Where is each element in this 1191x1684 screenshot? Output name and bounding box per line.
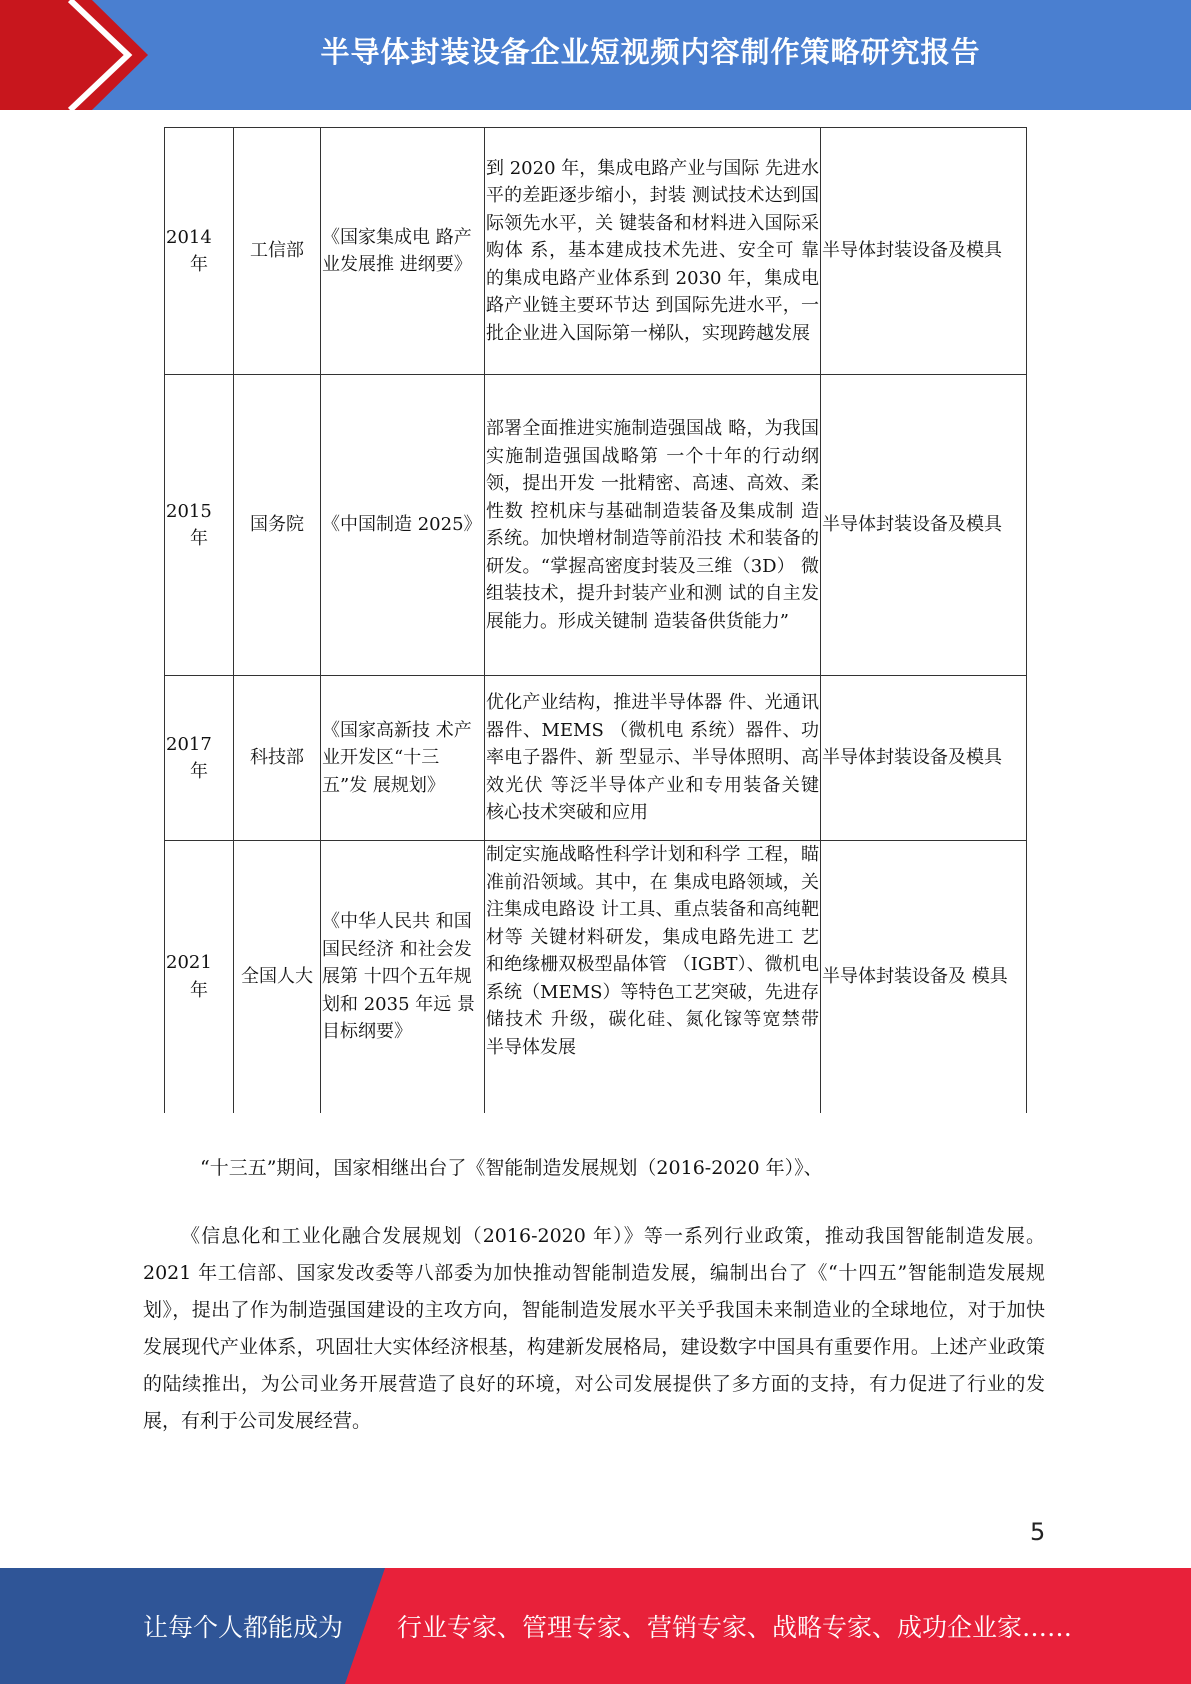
page-number: 5 (1030, 1518, 1046, 1546)
dept-cell: 国务院 (234, 375, 321, 676)
field-cell: 半导体封装设备及模具 (821, 128, 1027, 375)
footer-slogan-left: 让每个人都能成为 (143, 1613, 344, 1642)
header-arrow-decoration (0, 0, 150, 110)
report-title: 半导体封装设备企业短视频内容制作策略研究报告 (320, 34, 981, 69)
year-cell: 2017 年 (165, 676, 234, 841)
policy-content-cell: 部署全面推进实施制造强国战 略，为我国实施制造强国战略第 一个十年的行动纲领，提出开发 一批精密、高速、高效、柔性数 控机床与基础制造装备及集成制 造系统。加快增材制造等前沿技 术和装备的研发。“掌握高密度封装及三维（3D） 微组装技术，提升封装产业和测 试的自主发展能力。形成关键制 造装备供货能力” (485, 375, 821, 676)
body-paragraph: “十三五”期间，国家相继出台了《智能制造发展规划（2016-2020 年）》、 (200, 1157, 823, 1179)
dept-cell: 全国人大 (234, 841, 321, 1113)
body-paragraph: 《信息化和工业化融合发展规划（2016-2020 年）》等一系列行业政策，推动我国智能制造发展。2021 年工信部、国家发改委等八部委为加快推动智能制造发展，编制出台了《“十四五”智能制造发展规划》，提出了作为制造强国建设的主攻方向，智能制造发展水平关乎我国未来制造业的全球地位，对于加快发展现代产业体系，巩固壮大实体经济根基，构建新发展格局，建设数字中国具有重要作用。上述产业政策的陆续推出，为公司业务开展营造了良好的环境，对公司发展提供了多方面的支持，有力促进了行业的发展，有利于公司发展经营。 (143, 1225, 1045, 1432)
policy-name-cell: 《中华人民共 和国国民经济 和社会发展第 十四个五年规 划和 2035 年远 景目标纲要》 (321, 841, 485, 1113)
year-cell: 2015 年 (165, 375, 234, 676)
year-cell: 2014 年 (165, 128, 234, 375)
field-cell: 半导体封装设备及模具 (821, 375, 1027, 676)
dept-cell: 科技部 (234, 676, 321, 841)
policy-name-cell: 《国家集成电 路产业发展推 进纲要》 (321, 128, 485, 375)
policy-name-cell: 《中国制造 2025》 (321, 375, 485, 676)
policy-content-cell: 制定实施战略性科学计划和科学 工程，瞄准前沿领域。其中，在 集成电路领域，关注集成电路设 计工具、重点装备和高纯靶材等 关键材料研发，集成电路先进工 艺和绝缘栅双极型晶体管 （IGBT）、微机电系统（MEMS）等特色工艺突破，先进存储技术 升级，碳化硅、氮化镓等宽禁带 半导体发展 (485, 841, 821, 1113)
policy-content-cell: 到 2020 年，集成电路产业与国际 先进水平的差距逐步缩小，封装 测试技术达到国际领先水平，关 键装备和材料进入国际采购体 系，基本建成技术先进、安全可 靠的集成电路产业体系到 2030 年，集成电路产业链主要环节达 到国际先进水平，一批企业进入国际第一梯队，实现跨越发展 (485, 128, 821, 375)
table-row (165, 128, 1027, 375)
table-row (165, 841, 1027, 1113)
policy-table (164, 127, 1027, 1113)
policy-name-cell: 《国家高新技 术产业开发区“十三五”发 展规划》 (321, 676, 485, 841)
table-row (165, 676, 1027, 841)
year-cell: 2021 年 (165, 841, 234, 1113)
footer-slogan-right: 行业专家、管理专家、营销专家、战略专家、成功企业家…… (397, 1613, 1073, 1642)
field-cell: 半导体封装设备及 模具 (821, 841, 1027, 1113)
dept-cell: 工信部 (234, 128, 321, 375)
field-cell: 半导体封装设备及模具 (821, 676, 1027, 841)
table-row (165, 375, 1027, 676)
page-header (0, 0, 1191, 110)
policy-content-cell: 优化产业结构，推进半导体器 件、光通讯器件、MEMS （微机电 系统）器件、功率电子器件、新 型显示、半导体照明、高效光伏 等泛半导体产业和专用装备关键 核心技术突破和应用 (485, 676, 821, 841)
